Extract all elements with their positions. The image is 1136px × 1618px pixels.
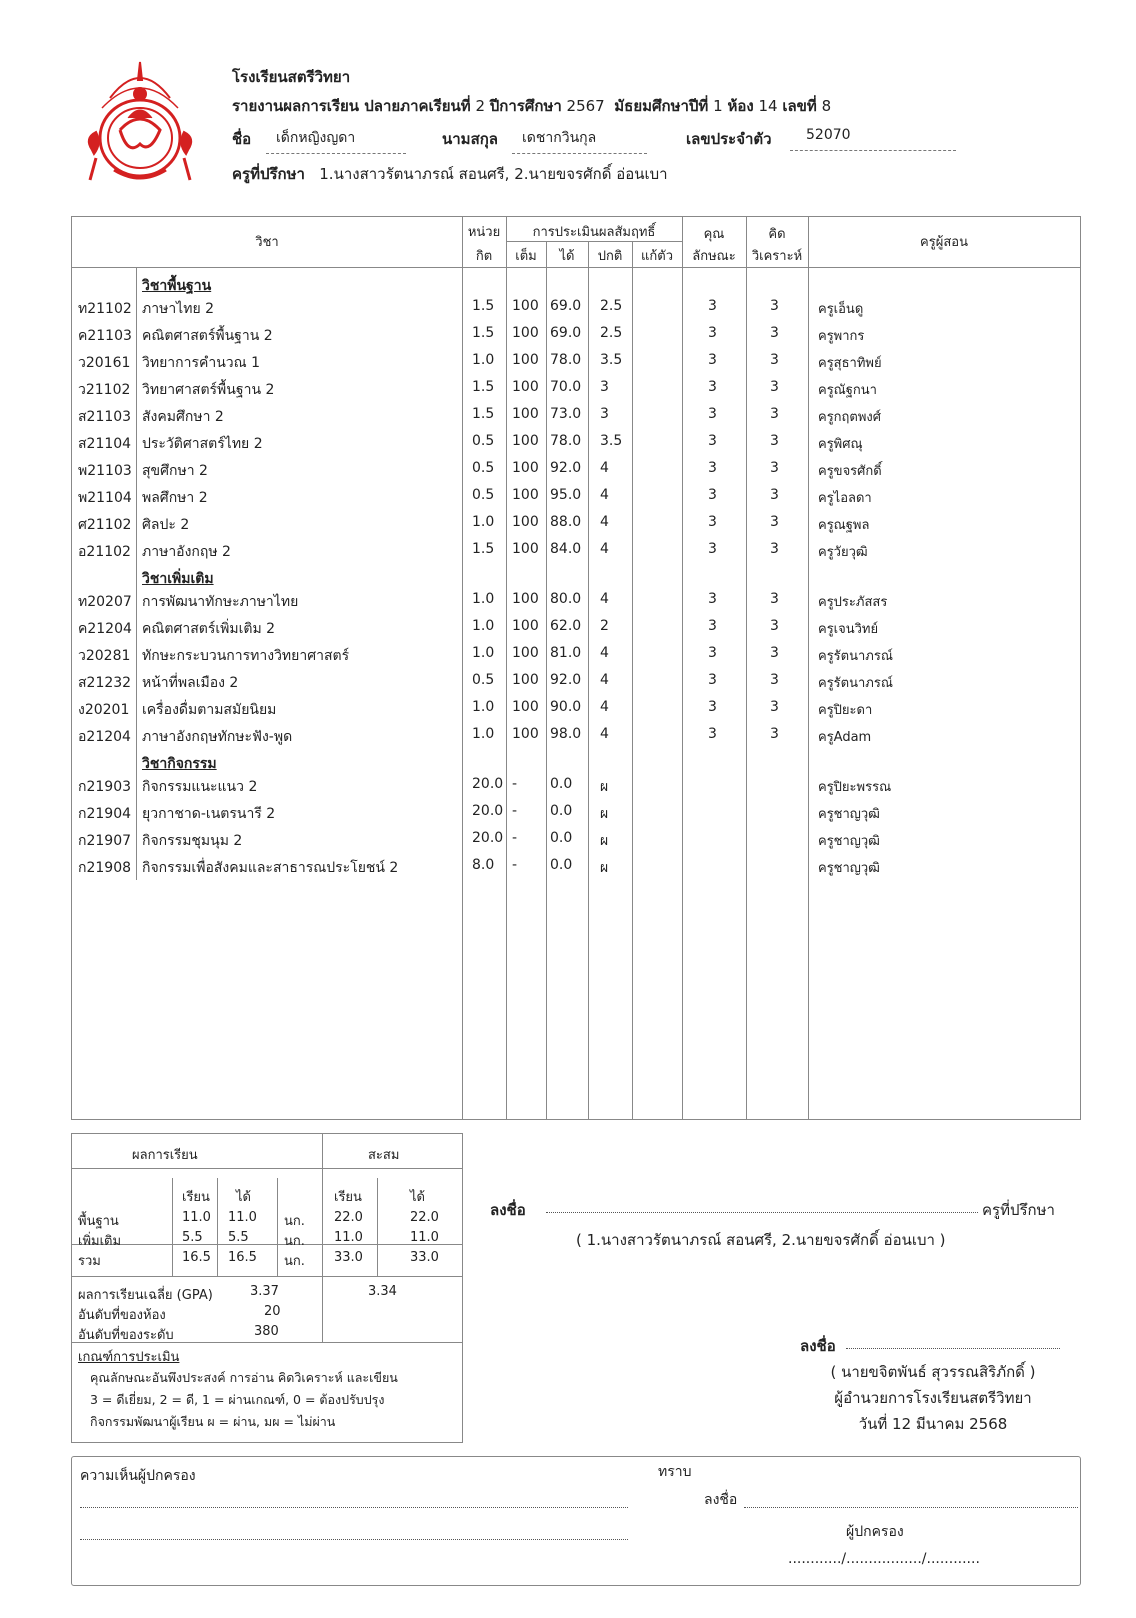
cell-full: -: [512, 857, 518, 873]
cell-teacher: ครูAdam: [818, 730, 872, 745]
cell-code: ว20161: [78, 355, 131, 371]
cell-char: 3: [708, 672, 717, 688]
grade-value: 1: [713, 97, 723, 115]
cell-teacher: ครูวัยวุฒิ: [818, 545, 868, 560]
cell-unit: 1.0: [472, 618, 495, 634]
cell-teacher: ครูชาญวุฒิ: [818, 807, 880, 822]
cell-teacher: ครูปิยะพรรณ: [818, 780, 892, 795]
cell-name: พลศึกษา 2: [142, 490, 208, 506]
semester-value: 2: [475, 97, 485, 115]
cell-grade: 4: [600, 726, 609, 742]
summary-study-header: เรียน: [182, 1190, 210, 1205]
table-row: [72, 402, 1080, 429]
gpa-accum-value: 3.34: [368, 1284, 397, 1299]
cell-think: 3: [770, 433, 779, 449]
header-unit-1: หน่วย: [467, 225, 501, 240]
cell-unit: 1.5: [472, 298, 495, 314]
cell-char: 3: [708, 487, 717, 503]
cell-got: 78.0: [550, 352, 582, 368]
cell-full: 100: [512, 618, 539, 634]
cell-grade: 3: [600, 379, 609, 395]
cell-unit: 1.5: [472, 325, 495, 341]
summary-got-header: ได้: [236, 1190, 251, 1205]
cell-grade: 4: [600, 699, 609, 715]
cell-char: 3: [708, 352, 717, 368]
cell-think: 3: [770, 699, 779, 715]
cell-unit: 1.0: [472, 699, 495, 715]
cell-code: ก21904: [78, 806, 132, 822]
cell-got: 69.0: [550, 325, 582, 341]
cell-full: 100: [512, 298, 539, 314]
cell-got: 0.0: [550, 857, 573, 873]
student-name: เด็กหญิงญดา: [266, 127, 406, 154]
cell-teacher: ครูพิศณุ: [818, 437, 863, 452]
cell-name: คณิตศาสตร์เพิ่มเติม 2: [142, 621, 276, 637]
cell-grade: 3.5: [600, 352, 623, 368]
cell-unit: 1.0: [472, 645, 495, 661]
director-sign-line: [846, 1348, 1060, 1349]
cell-code: พ21104: [78, 490, 132, 506]
summary-label: พื้นฐาน: [78, 1214, 119, 1229]
report-title: [232, 94, 831, 118]
cell-think: 3: [770, 672, 779, 688]
cell-unit: 1.5: [472, 379, 495, 395]
cell-unit: 20.0: [472, 830, 504, 846]
cell-code: ส21104: [78, 436, 132, 452]
cell-char: 3: [708, 298, 717, 314]
section-title-text: วิชาเพิ่มเติม: [142, 571, 214, 587]
cell-think: 3: [770, 591, 779, 607]
cell-got: 70.0: [550, 379, 582, 395]
header-think-2: วิเคราะห์: [751, 249, 803, 264]
school-name: โรงเรียนสตรีวิทยา: [232, 68, 351, 86]
summary-acc_got: 11.0: [410, 1230, 439, 1245]
header-think-1: คิด: [768, 227, 786, 242]
advisor-sign-role: ครูที่ปรึกษา: [982, 1201, 1055, 1219]
cell-grade: ผ: [600, 860, 609, 876]
cell-unit: 20.0: [472, 776, 504, 792]
room-label: ห้อง: [727, 97, 754, 115]
table-row: [72, 722, 1080, 749]
criteria-line-1: คุณลักษณะอันพึงประสงค์ การอ่าน คิดวิเคราะห์ และเขียน: [90, 1370, 398, 1385]
parent-role: ผู้ปกครอง: [846, 1524, 904, 1540]
report-label: รายงานผลการเรียน ปลายภาคเรียนที่: [232, 97, 471, 115]
cell-think: 3: [770, 298, 779, 314]
cell-code: ค21204: [78, 621, 132, 637]
cell-got: 95.0: [550, 487, 582, 503]
cell-got: 0.0: [550, 803, 573, 819]
advisor-names: 1.นางสาวรัตนาภรณ์ สอนศรี, 2.นายขจรศักดิ์ อ่อนเบา: [319, 165, 668, 183]
cell-name: สุขศึกษา 2: [142, 463, 208, 479]
summary-acc_got: 33.0: [410, 1250, 439, 1265]
table-row: [72, 695, 1080, 722]
cell-grade: 4: [600, 645, 609, 661]
section-title-text: วิชากิจกรรม: [142, 756, 217, 772]
id-label: เลขประจำตัว: [686, 130, 772, 148]
cell-unit: 1.0: [472, 591, 495, 607]
cell-teacher: ครูประภัสสร: [818, 595, 888, 610]
parent-box: [71, 1456, 1081, 1586]
cell-teacher: ครูเอ็นดู: [818, 302, 864, 317]
cell-think: 3: [770, 325, 779, 341]
cell-full: 100: [512, 325, 539, 341]
cell-name: สังคมศึกษา 2: [142, 409, 224, 425]
cell-code: ก21907: [78, 833, 132, 849]
cell-got: 0.0: [550, 776, 573, 792]
summary-acc-study-header: เรียน: [334, 1190, 362, 1205]
header-subject: วิชา: [255, 235, 279, 250]
cell-teacher: ครูณัฐกนา: [818, 383, 877, 398]
gpa-label: ผลการเรียนเฉลี่ย (GPA): [78, 1288, 213, 1303]
header-normal: ปกติ: [597, 249, 623, 264]
table-row: [72, 294, 1080, 321]
cell-got: 80.0: [550, 591, 582, 607]
cell-got: 69.0: [550, 298, 582, 314]
cell-code: ส21103: [78, 409, 132, 425]
advisor-sign-names: ( 1.นางสาวรัตนาภรณ์ สอนศรี, 2.นายขจรศักดิ์ อ่อนเบา ): [576, 1231, 946, 1249]
cell-code: อ21102: [78, 544, 131, 560]
room-value: 14: [758, 97, 778, 115]
cell-grade: ผ: [600, 833, 609, 849]
table-row: [72, 826, 1080, 853]
parent-comment-label: ความเห็นผู้ปกครอง: [80, 1468, 196, 1484]
summary-unit: นก.: [284, 1254, 305, 1269]
summary-result-label: ผลการเรียน: [132, 1148, 198, 1163]
summary-acc_study: 22.0: [334, 1210, 363, 1225]
student-surname: เดชากวินกุล: [512, 127, 647, 154]
student-id: 52070: [806, 127, 851, 143]
parent-ack-label: ทราบ: [658, 1464, 692, 1480]
cell-full: 100: [512, 352, 539, 368]
advisor-label: ครูที่ปรึกษา: [232, 165, 305, 183]
cell-code: ท20207: [78, 594, 132, 610]
cell-name: คณิตศาสตร์พื้นฐาน 2: [142, 328, 273, 344]
cell-code: ศ21102: [78, 517, 132, 533]
cell-grade: 2: [600, 618, 609, 634]
cell-got: 84.0: [550, 541, 582, 557]
table-row: [72, 668, 1080, 695]
cell-full: -: [512, 830, 518, 846]
cell-full: 100: [512, 433, 539, 449]
summary-study: 5.5: [182, 1230, 203, 1245]
summary-label: เพิ่มเติม: [78, 1234, 122, 1249]
cell-got: 62.0: [550, 618, 582, 634]
cell-grade: ผ: [600, 779, 609, 795]
criteria-title: เกณฑ์การประเมิน: [78, 1350, 180, 1365]
id-underline: [790, 150, 956, 151]
rank-room-label: อันดับที่ของห้อง: [78, 1308, 166, 1323]
cell-full: 100: [512, 487, 539, 503]
year-label: ปีการศึกษา: [489, 97, 562, 115]
cell-full: 100: [512, 726, 539, 742]
cell-teacher: ครูเจนวิทย์: [818, 622, 879, 637]
cell-unit: 1.5: [472, 406, 495, 422]
cell-grade: 4: [600, 672, 609, 688]
summary-study: 11.0: [182, 1210, 211, 1225]
cell-code: ส21232: [78, 675, 132, 691]
cell-name: กิจกรรมชุมนุม 2: [142, 833, 243, 849]
summary-unit: นก.: [284, 1234, 305, 1249]
cell-grade: 3: [600, 406, 609, 422]
rank-room-value: 20: [264, 1304, 281, 1319]
comment-line-1[interactable]: [80, 1507, 628, 1508]
cell-teacher: ครูรัตนาภรณ์: [818, 676, 893, 691]
cell-unit: 0.5: [472, 460, 495, 476]
header-eval: การประเมินผลสัมฤทธิ์: [532, 225, 656, 240]
cell-unit: 1.5: [472, 541, 495, 557]
gpa-value: 3.37: [250, 1284, 279, 1299]
cell-code: พ21103: [78, 463, 132, 479]
table-row: [72, 375, 1080, 402]
cell-name: ประวัติศาสตร์ไทย 2: [142, 436, 263, 452]
cell-unit: 8.0: [472, 857, 495, 873]
rank-level-value: 380: [254, 1324, 279, 1339]
cell-teacher: ครูรัตนาภรณ์: [818, 649, 893, 664]
cell-got: 0.0: [550, 830, 573, 846]
table-row: [72, 510, 1080, 537]
cell-got: 98.0: [550, 726, 582, 742]
cell-full: -: [512, 803, 518, 819]
cell-think: 3: [770, 618, 779, 634]
cell-unit: 20.0: [472, 803, 504, 819]
cell-teacher: ครูพากร: [818, 329, 865, 344]
cell-unit: 1.0: [472, 726, 495, 742]
cell-full: 100: [512, 406, 539, 422]
cell-char: 3: [708, 514, 717, 530]
school-logo: [80, 58, 200, 190]
table-row: [72, 853, 1080, 880]
cell-teacher: ครูขจรศักดิ์: [818, 464, 882, 479]
advisor-sign-label: ลงชื่อ: [490, 1201, 526, 1219]
table-row: [72, 772, 1080, 799]
cell-grade: 4: [600, 487, 609, 503]
cell-got: 92.0: [550, 460, 582, 476]
summary-study: 16.5: [182, 1250, 211, 1265]
cell-got: 81.0: [550, 645, 582, 661]
summary-got: 5.5: [228, 1230, 249, 1245]
cell-grade: 3.5: [600, 433, 623, 449]
header-char-2: ลักษณะ: [692, 249, 736, 264]
cell-name: การพัฒนาทักษะภาษาไทย: [142, 594, 299, 610]
cell-char: 3: [708, 325, 717, 341]
table-row: [72, 456, 1080, 483]
cell-full: -: [512, 776, 518, 792]
cell-teacher: ครูปิยะดา: [818, 703, 873, 718]
cell-char: 3: [708, 433, 717, 449]
summary-acc-got-header: ได้: [410, 1190, 425, 1205]
cell-code: ง20201: [78, 702, 130, 718]
cell-name: ภาษาอังกฤษทักษะฟัง-พูด: [142, 729, 293, 745]
advisor-line: [232, 162, 668, 186]
summary-acc_study: 33.0: [334, 1250, 363, 1265]
grade-label: มัธยมศึกษาปีที่: [614, 97, 709, 115]
table-row: [72, 429, 1080, 456]
cell-think: 3: [770, 460, 779, 476]
cell-char: 3: [708, 618, 717, 634]
table-row: [72, 641, 1080, 668]
cell-full: 100: [512, 541, 539, 557]
cell-unit: 1.0: [472, 514, 495, 530]
cell-got: 88.0: [550, 514, 582, 530]
cell-name: วิทยาการคำนวณ 1: [142, 355, 261, 371]
cell-teacher: ครูชาญวุฒิ: [818, 834, 880, 849]
cell-name: ยุวกาชาด-เนตรนารี 2: [142, 806, 276, 822]
comment-line-2[interactable]: [80, 1539, 628, 1540]
cell-code: ก21903: [78, 779, 132, 795]
cell-think: 3: [770, 514, 779, 530]
cell-name: ศิลปะ 2: [142, 517, 190, 533]
cell-full: 100: [512, 672, 539, 688]
table-row: [72, 483, 1080, 510]
parent-date-blank[interactable]: ............/................./............: [788, 1551, 980, 1567]
cell-name: วิทยาศาสตร์พื้นฐาน 2: [142, 382, 275, 398]
rank-level-label: อันดับที่ของระดับ: [78, 1328, 174, 1343]
no-label: เลขที่: [782, 97, 817, 115]
summary-acc_study: 11.0: [334, 1230, 363, 1245]
no-value: 8: [821, 97, 832, 115]
cell-got: 78.0: [550, 433, 582, 449]
table-row: [72, 348, 1080, 375]
parent-sign-label: ลงชื่อ: [704, 1492, 738, 1508]
grades-table: [71, 216, 1081, 1120]
cell-teacher: ครูณฐพล: [818, 518, 870, 533]
cell-teacher: ครูชาญวุฒิ: [818, 861, 880, 876]
cell-teacher: ครูกฤตพงศ์: [818, 410, 882, 425]
summary-got: 16.5: [228, 1250, 257, 1265]
cell-char: 3: [708, 379, 717, 395]
cell-name: ภาษาอังกฤษ 2: [142, 544, 231, 560]
cell-grade: 4: [600, 460, 609, 476]
surname-label: นามสกุล: [442, 130, 498, 148]
cell-unit: 0.5: [472, 672, 495, 688]
summary-accum-label: สะสม: [368, 1148, 400, 1163]
cell-full: 100: [512, 645, 539, 661]
cell-char: 3: [708, 699, 717, 715]
cell-think: 3: [770, 487, 779, 503]
year-value: 2567: [566, 97, 605, 115]
header-full: เต็ม: [515, 249, 537, 264]
cell-full: 100: [512, 460, 539, 476]
cell-grade: ผ: [600, 806, 609, 822]
cell-name: เครื่องดื่มตามสมัยนิยม: [142, 702, 277, 718]
table-row: [72, 587, 1080, 614]
cell-full: 100: [512, 514, 539, 530]
cell-grade: 4: [600, 591, 609, 607]
cell-unit: 0.5: [472, 433, 495, 449]
cell-think: 3: [770, 726, 779, 742]
cell-char: 3: [708, 726, 717, 742]
cell-name: กิจกรรมเพื่อสังคมและสาธารณประโยชน์ 2: [142, 860, 399, 876]
cell-unit: 0.5: [472, 487, 495, 503]
header-teacher: ครูผู้สอน: [920, 235, 968, 250]
table-row: [72, 799, 1080, 826]
cell-name: กิจกรรมแนะแนว 2: [142, 779, 258, 795]
cell-name: ทักษะกระบวนการทางวิทยาศาสตร์: [142, 648, 350, 664]
cell-grade: 4: [600, 514, 609, 530]
table-row: [72, 614, 1080, 641]
cell-think: 3: [770, 406, 779, 422]
cell-char: 3: [708, 460, 717, 476]
parent-sign-line[interactable]: [744, 1507, 1078, 1508]
criteria-line-3: กิจกรรมพัฒนาผู้เรียน ผ = ผ่าน, มผ = ไม่ผ่าน: [90, 1414, 336, 1429]
cell-got: 92.0: [550, 672, 582, 688]
summary-unit: นก.: [284, 1214, 305, 1229]
header-char-1: คุณ: [703, 227, 725, 242]
header-fix: แก้ตัว: [641, 249, 673, 264]
cell-name: หน้าที่พลเมือง 2: [142, 675, 239, 691]
table-row: [72, 537, 1080, 564]
cell-full: 100: [512, 699, 539, 715]
director-sign-label: ลงชื่อ: [800, 1337, 836, 1355]
cell-name: ภาษาไทย 2: [142, 301, 215, 317]
sign-date: วันที่ 12 มีนาคม 2568: [858, 1415, 1008, 1433]
cell-teacher: ครูไอลดา: [818, 491, 872, 506]
section-title-text: วิชาพื้นฐาน: [142, 278, 212, 294]
code-column-divider: [136, 267, 137, 880]
cell-think: 3: [770, 379, 779, 395]
cell-think: 3: [770, 645, 779, 661]
cell-code: อ21204: [78, 729, 131, 745]
cell-code: ก21908: [78, 860, 132, 876]
cell-char: 3: [708, 645, 717, 661]
cell-unit: 1.0: [472, 352, 495, 368]
cell-full: 100: [512, 379, 539, 395]
cell-code: ว20281: [78, 648, 131, 664]
summary-got: 11.0: [228, 1210, 257, 1225]
summary-box: [71, 1133, 463, 1443]
summary-label: รวม: [78, 1254, 101, 1269]
header-unit-2: กิต: [475, 249, 493, 264]
advisor-sign-line: [546, 1212, 978, 1213]
cell-char: 3: [708, 591, 717, 607]
cell-code: ค21103: [78, 328, 132, 344]
cell-code: ว21102: [78, 382, 131, 398]
cell-think: 3: [770, 541, 779, 557]
cell-got: 90.0: [550, 699, 582, 715]
cell-think: 3: [770, 352, 779, 368]
cell-grade: 4: [600, 541, 609, 557]
director-name: ( นายขจิตพันธ์ สุวรรณสิริภักดิ์ ): [830, 1363, 1036, 1381]
cell-grade: 2.5: [600, 298, 623, 314]
criteria-line-2: 3 = ดีเยี่ยม, 2 = ดี, 1 = ผ่านเกณฑ์, 0 = ต้องปรับปรุง: [90, 1392, 385, 1407]
name-label: ชื่อ: [232, 130, 252, 148]
cell-full: 100: [512, 591, 539, 607]
table-row: [72, 321, 1080, 348]
cell-char: 3: [708, 406, 717, 422]
director-role: ผู้อำนวยการโรงเรียนสตรีวิทยา: [834, 1389, 1032, 1407]
cell-char: 3: [708, 541, 717, 557]
cell-code: ท21102: [78, 301, 132, 317]
cell-got: 73.0: [550, 406, 582, 422]
cell-teacher: ครูสุธาทิพย์: [818, 356, 882, 371]
cell-grade: 2.5: [600, 325, 623, 341]
header-got: ได้: [559, 249, 575, 264]
summary-acc_got: 22.0: [410, 1210, 439, 1225]
